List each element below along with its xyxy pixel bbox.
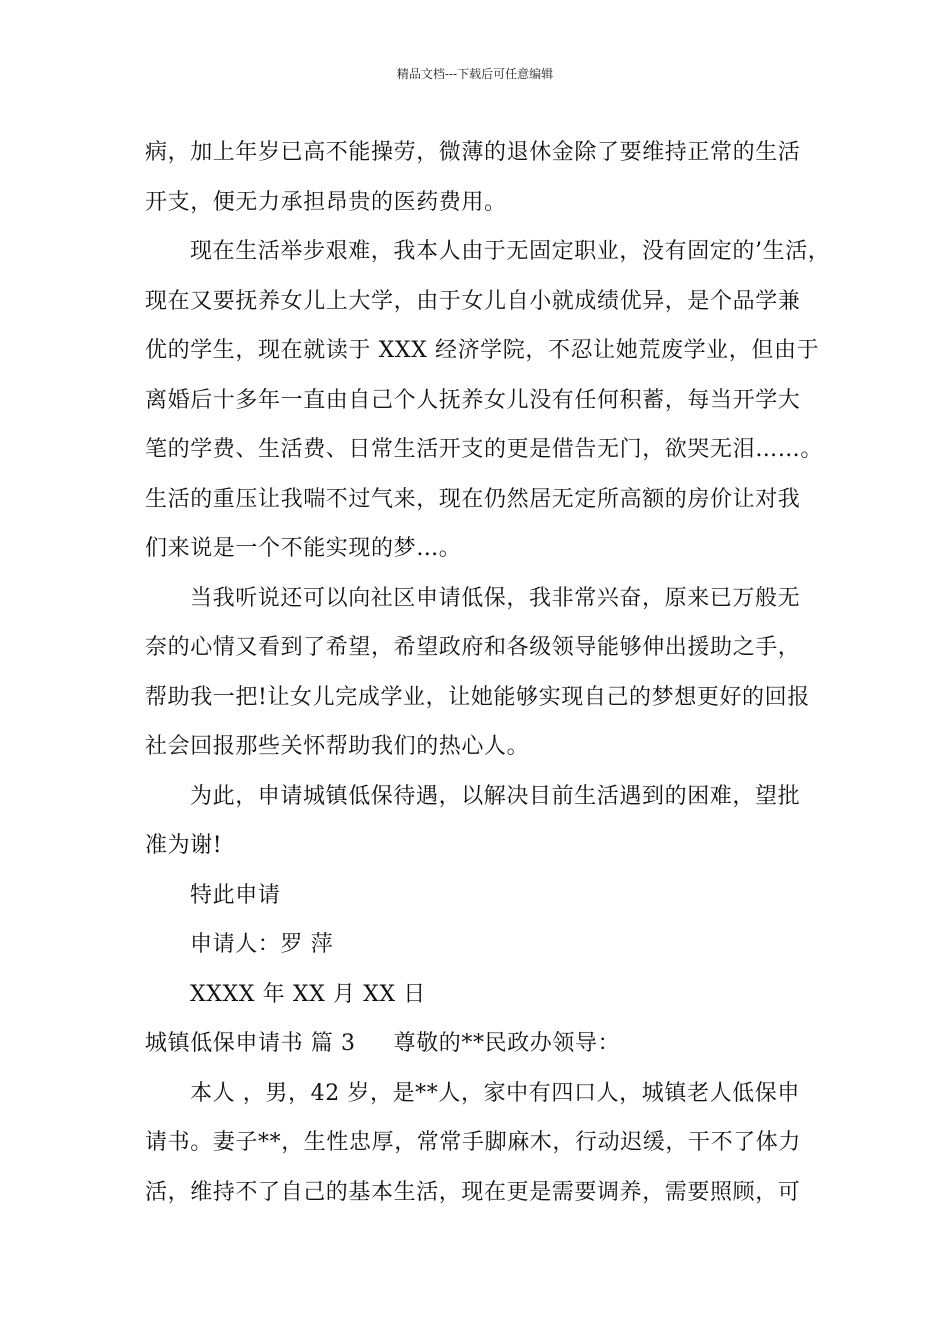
- text-line: 奈的心情又看到了希望，希望政府和各级领导能够伸出援助之手，: [145, 635, 801, 660]
- text-line: 现在生活举步艰难，我本人由于无固定职业，没有固定的’生活，: [190, 239, 831, 264]
- document-body: [145, 128, 831, 1217]
- text-line: 准为谢!: [145, 833, 223, 858]
- text-line: 们来说是一个不能实现的梦…。: [145, 536, 462, 561]
- text-line: 本人 ，男，42 岁，是**人，家中有四口人，城镇老人低保申: [190, 1080, 800, 1106]
- applicant-line: 申请人：罗 萍: [190, 932, 334, 957]
- text-line: 优的学生，现在就读于 XXX 经济学院，不忍让她荒废学业，但由于: [145, 338, 820, 363]
- text-line: 病，加上年岁已高不能操劳，微薄的退休金除了要维持正常的生活: [145, 140, 801, 165]
- salutation: 尊敬的**民政办领导：: [393, 1031, 621, 1056]
- text-line: 现在又要抚养女儿上大学，由于女儿自小就成绩优异，是个品学兼: [145, 288, 801, 314]
- section-title: 城镇低保申请书 篇 3: [145, 1031, 356, 1056]
- text-line: 生活的重压让我喘不过气来，现在仍然居无定所高额的房价让对我: [145, 486, 801, 512]
- text-line: 当我听说还可以向社区申请低保，我非常兴奋，原来已万般无: [190, 585, 801, 611]
- page-header: [0, 66, 950, 82]
- text-line: 为此，申请城镇低保待遇，以解决目前生活遇到的困难，望批: [190, 783, 801, 809]
- text-line: 帮助我一把!让女儿完成学业，让她能够实现自己的梦想更好的回报: [145, 684, 810, 710]
- text-line: 笔的学费、生活费、日常生活开支的更是借告无门，欲哭无泪……。: [145, 437, 824, 462]
- date-line: XXXX 年 XX 月 XX 日: [190, 981, 426, 1007]
- text-line: 开支，便无力承担昂贵的医药费用。: [145, 189, 507, 215]
- text-line: 社会回报那些关怀帮助我们的热心人。: [145, 734, 530, 759]
- text-line: 请书。妻子**，生性忠厚，常常手脚麻木，行动迟缓，干不了体力: [145, 1130, 802, 1155]
- text-line: 离婚后十多年一直由自己个人抚养女儿没有任何积蓄，每当开学大: [145, 387, 801, 413]
- text-line: 活，维持不了自己的基本生活，现在更是需要调养，需要照顾，可: [145, 1179, 801, 1205]
- section-heading-line: [145, 1019, 825, 1069]
- closing-line: 特此申请: [190, 882, 281, 908]
- header-text: 精品文档---下载后可任意编辑: [396, 67, 554, 81]
